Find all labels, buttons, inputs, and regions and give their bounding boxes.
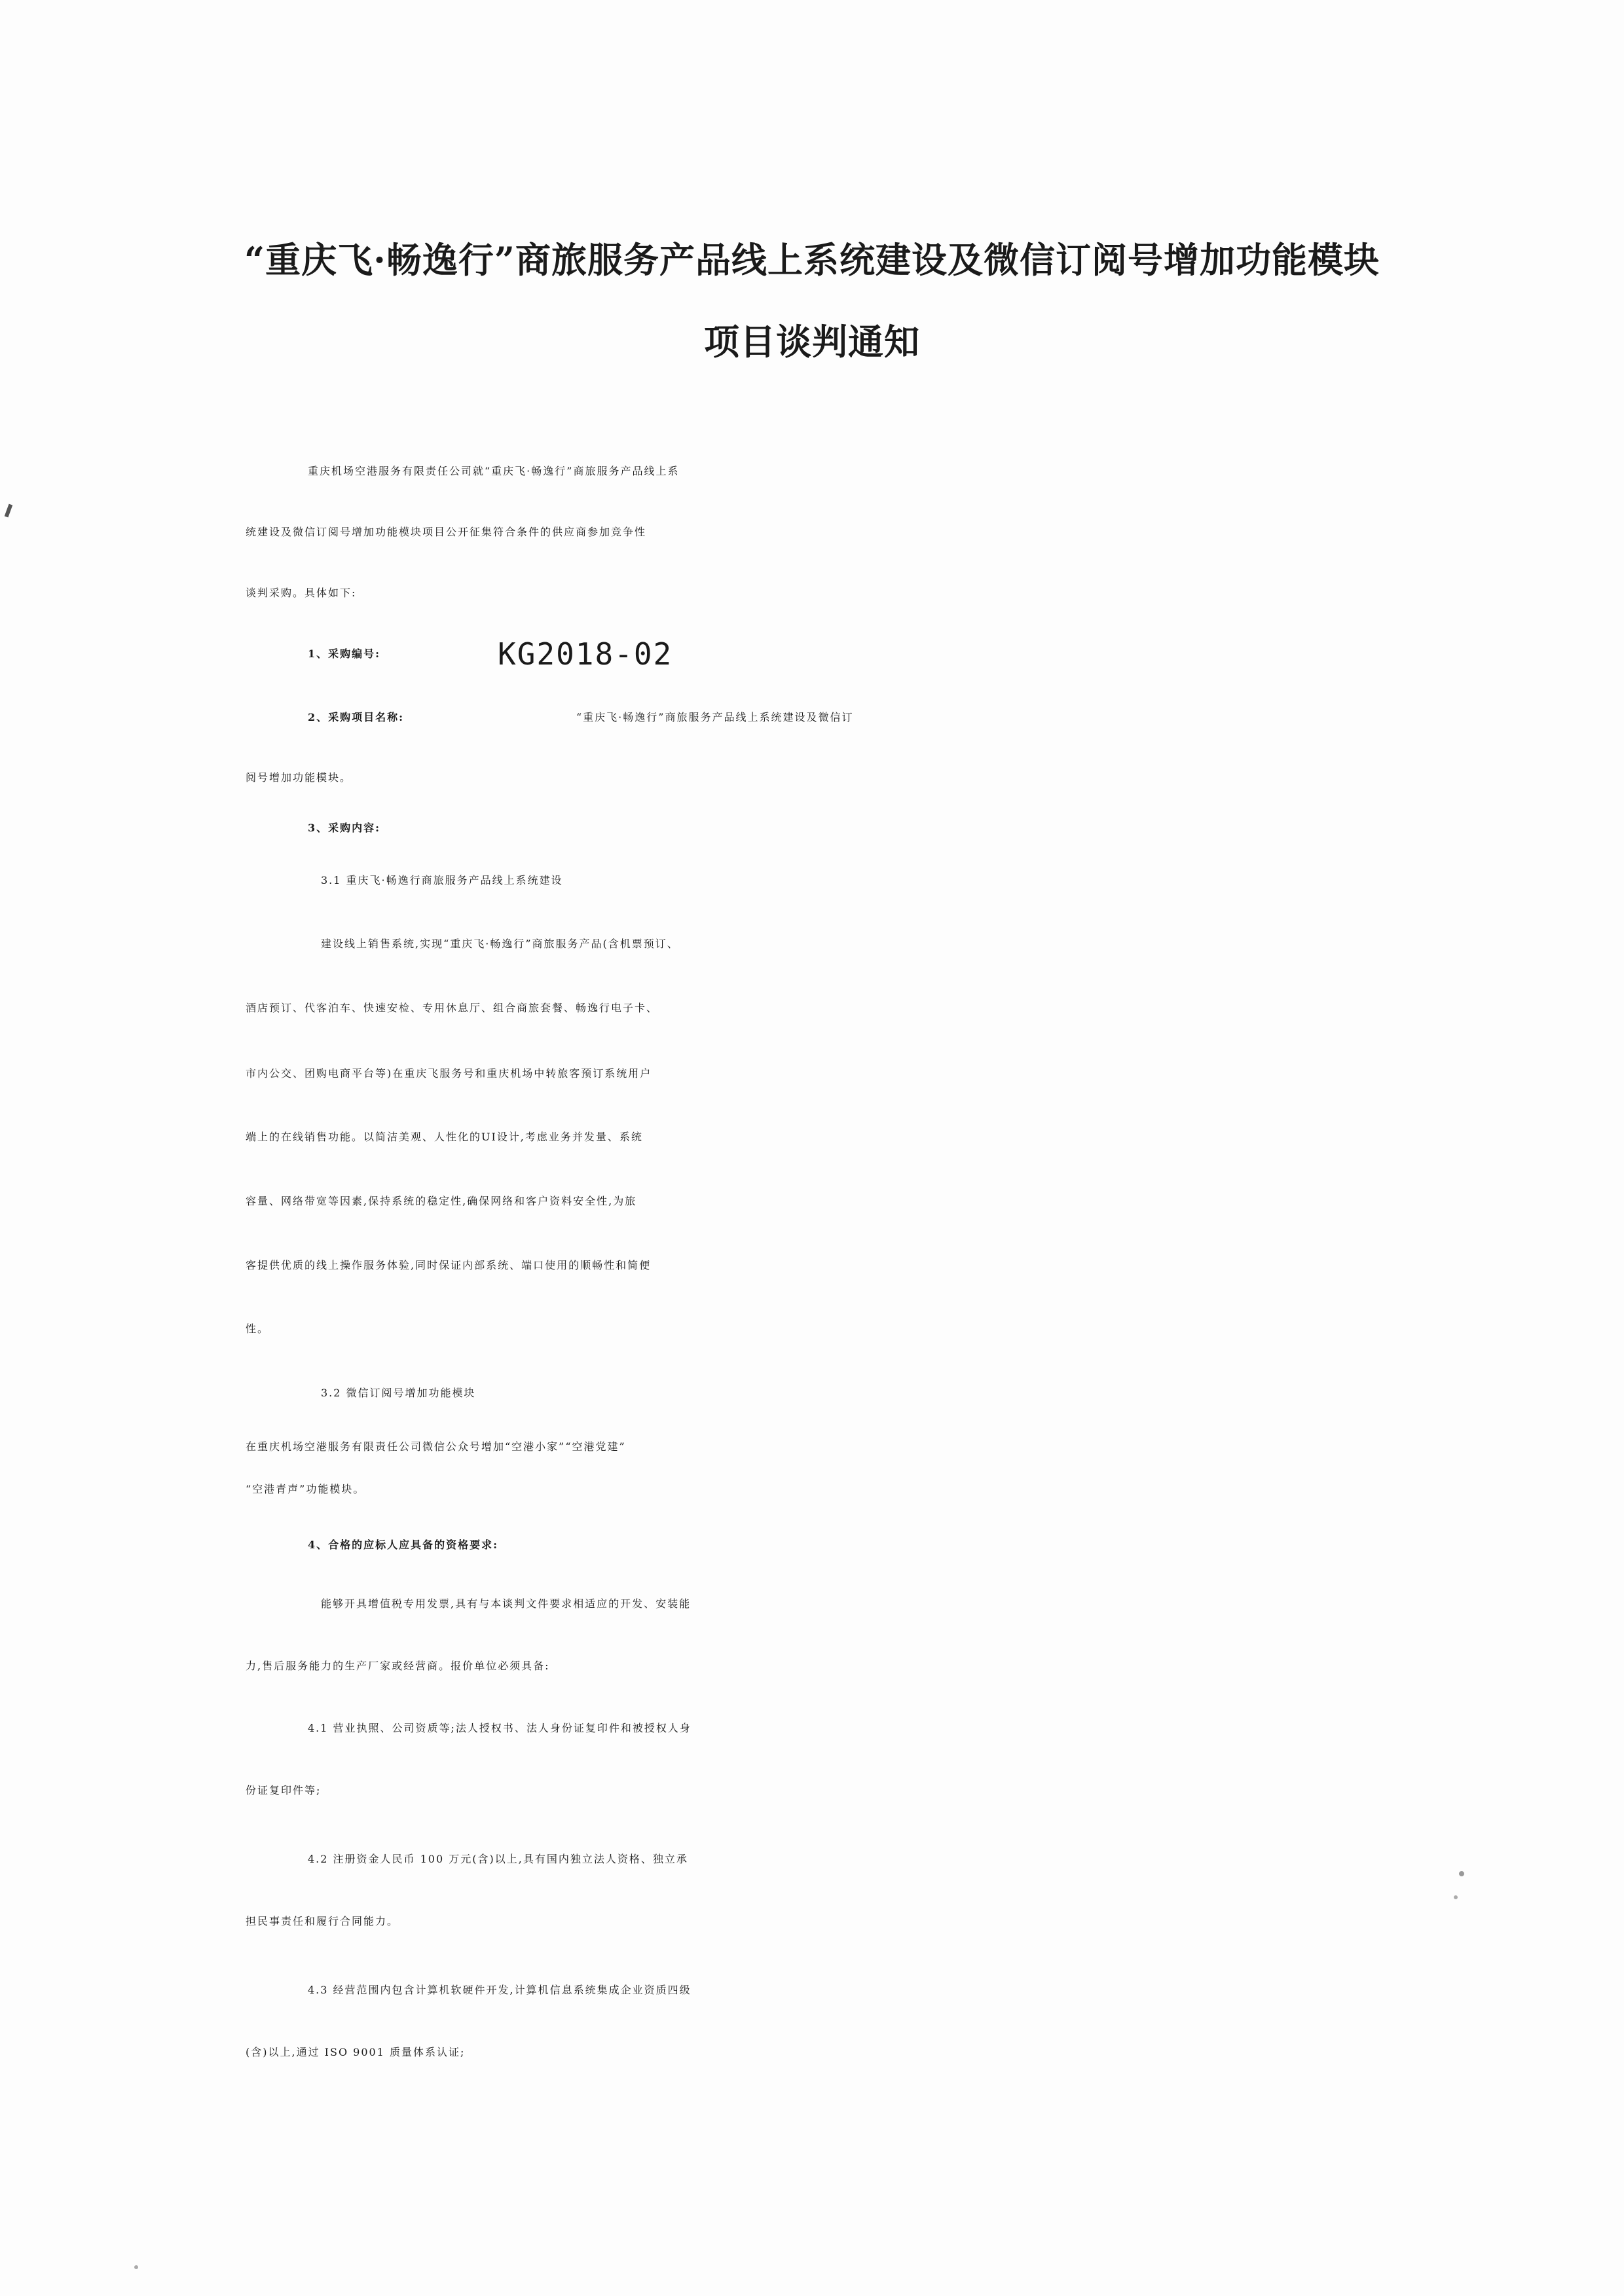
paragraph-line: 谈判采购。具体如下: [246,587,357,599]
paragraph-line: 在重庆机场空港服务有限责任公司微信公众号增加“空港小家”“空港党建” [246,1440,626,1453]
paragraph-line: 力,售后服务能力的生产厂家或经营商。报价单位必须具备: [246,1660,550,1672]
section-3-2-heading: 3.2 微信订阅号增加功能模块 [321,1387,476,1399]
paragraph-line: 4.2 注册资金人民币 100 万元(含)以上,具有国内独立法人资格、独立承 [308,1853,688,1865]
paragraph-line: 酒店预订、代客泊车、快速安检、专用休息厅、组合商旅套餐、畅逸行电子卡、 [246,1002,659,1014]
paragraph-line: (含)以上,通过 ISO 9001 质量体系认证; [246,2046,466,2058]
section-3-1-heading: 3.1 重庆飞·畅逸行商旅服务产品线上系统建设 [321,874,563,886]
paragraph-line: 4.1 营业执照、公司资质等;法人授权书、法人身份证复印件和被授权人身 [308,1722,692,1734]
item-3-label: 3、采购内容: [308,822,381,834]
scan-speck [1459,1871,1464,1876]
item-1-label: 1、采购编号: [308,647,381,660]
project-name: “重庆飞·畅逸行”商旅服务产品线上系统建设及微信订 [576,711,854,723]
item-2-label: 2、采购项目名称: [308,711,405,723]
paragraph-line: 担民事责任和履行合同能力。 [246,1915,399,1927]
paragraph-line: 重庆机场空港服务有限责任公司就“重庆飞·畅逸行”商旅服务产品线上系 [308,465,680,477]
paragraph-line: 4.3 经营范围内包含计算机软硬件开发,计算机信息系统集成企业资质四级 [308,1984,692,1996]
paragraph-line: “空港青声”功能模块。 [246,1483,365,1495]
scan-speck [134,2265,138,2269]
paragraph-line: 性。 [246,1322,270,1335]
paragraph-line: 市内公交、团购电商平台等)在重庆飞服务号和重庆机场中转旅客预订系统用户 [246,1067,652,1080]
document-title-line-2: 项目谈判通知 [704,321,920,363]
paragraph-line: 建设线上销售系统,实现“重庆飞·畅逸行”商旅服务产品(含机票预订、 [321,938,679,950]
paragraph-line: 容量、网络带宽等因素,保持系统的稳定性,确保网络和客户资料安全性,为旅 [246,1195,637,1207]
procurement-number: KG2018-02 [498,636,673,672]
paragraph-line: 客提供优质的线上操作服务体验,同时保证内部系统、端口使用的顺畅性和简便 [246,1259,652,1271]
paragraph-line: 统建设及微信订阅号增加功能模块项目公开征集符合条件的供应商参加竞争性 [246,526,647,538]
scan-mark [5,504,12,518]
paragraph-line: 阅号增加功能模块。 [246,771,352,784]
item-4-label: 4、合格的应标人应具备的资格要求: [308,1539,499,1551]
paragraph-line: 能够开具增值税专用发票,具有与本谈判文件要求相适应的开发、安装能 [321,1597,692,1610]
scan-speck [1454,1895,1458,1899]
paragraph-line: 端上的在线销售功能。以简洁美观、人性化的UI设计,考虑业务并发量、系统 [246,1131,643,1143]
document-title-line-1: “重庆飞·畅逸行”商旅服务产品线上系统建设及微信订阅号增加功能模块 [244,239,1380,281]
paragraph-line: 份证复印件等; [246,1784,322,1796]
